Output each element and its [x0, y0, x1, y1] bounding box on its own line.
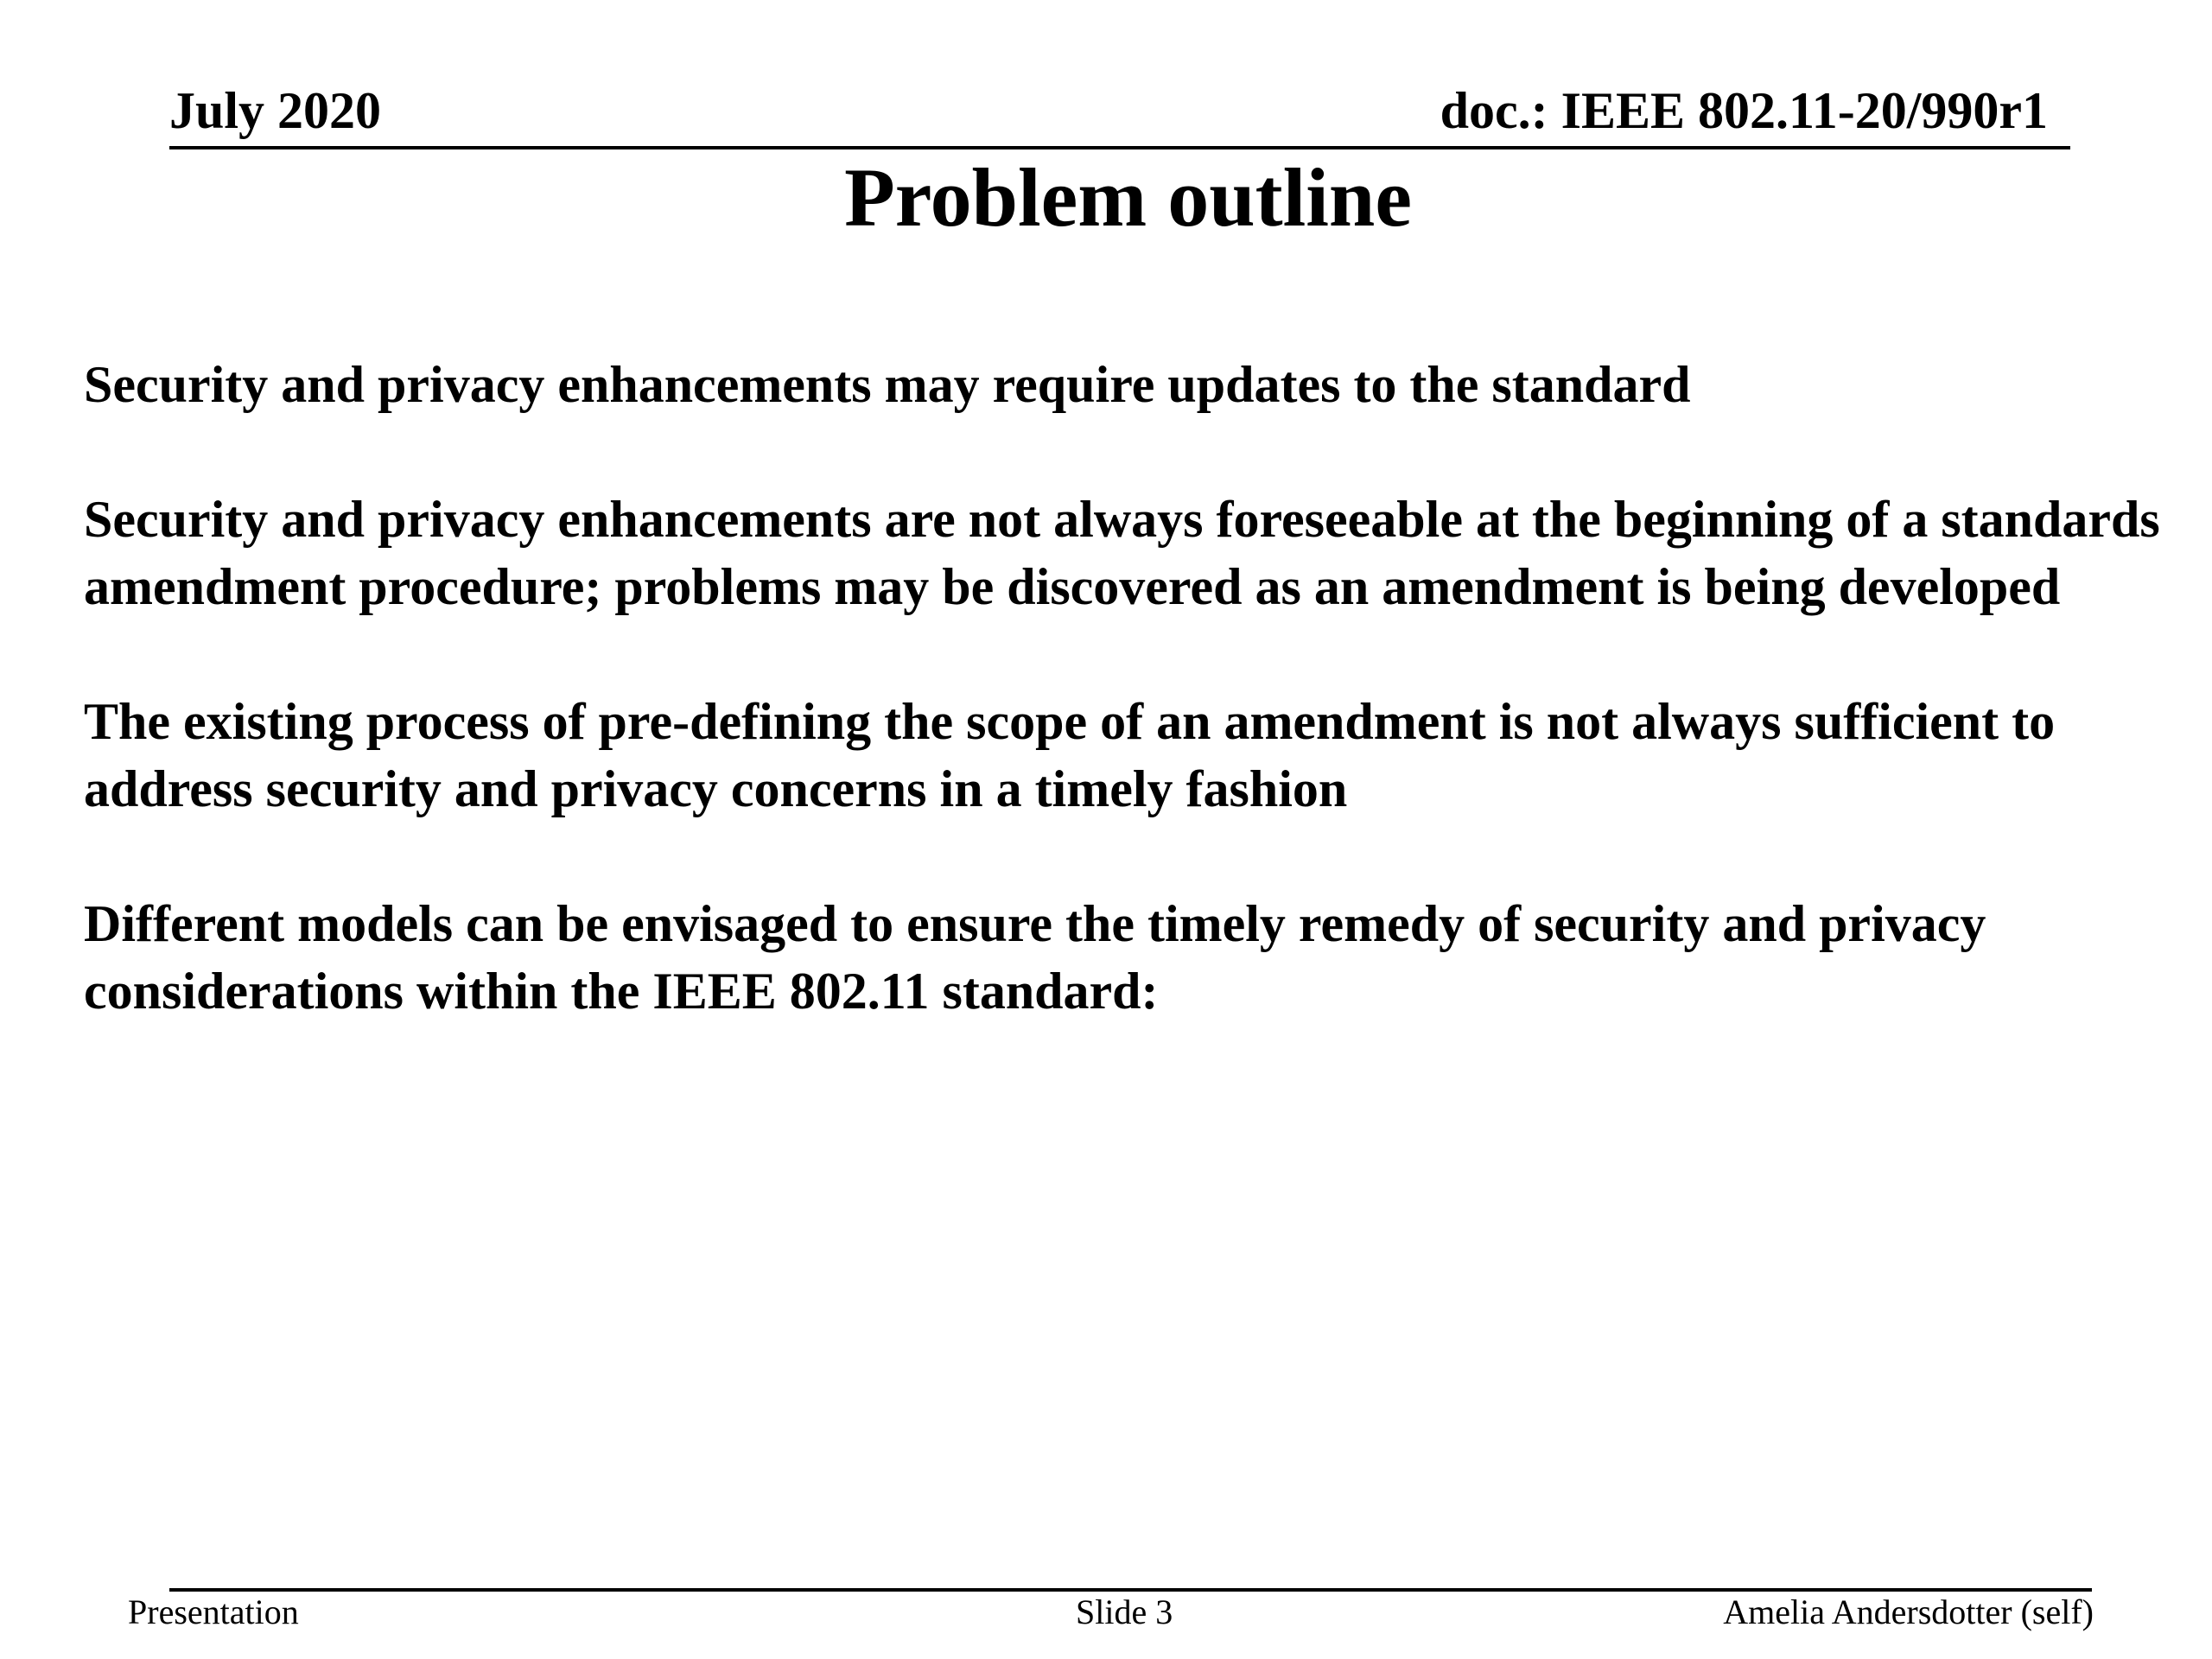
slide-body: [84, 351, 2183, 1092]
footer-author: Amelia Andersdotter (self): [1723, 1592, 2094, 1631]
body-paragraph: Security and privacy enhancements may require updates to the standard: [84, 356, 1691, 413]
footer-slide-number: Slide 3: [1076, 1592, 1173, 1631]
footer-divider: [169, 1588, 2092, 1592]
footer-presentation-label: Presentation: [128, 1592, 299, 1631]
slide-title: Problem outline: [844, 151, 1412, 244]
body-paragraph: Security and privacy enhancements are not always foreseeable at the beginning of a standards amendment procedure; problems may be discovered as an amendment is being developed: [84, 491, 2160, 615]
header-date: July 2020: [169, 82, 382, 139]
header-doc-id: doc.: IEEE 802.11-20/990r1: [1440, 82, 2048, 139]
body-paragraph: The existing process of pre-defining the scope of an amendment is not always sufficient to address security and privacy concerns in a timely fashion: [84, 693, 2056, 817]
header-divider: [169, 146, 2070, 149]
body-paragraph: Different models can be envisaged to ensure the timely remedy of security and privacy considerations within the IEEE 802.11 standard:: [84, 895, 1986, 1020]
